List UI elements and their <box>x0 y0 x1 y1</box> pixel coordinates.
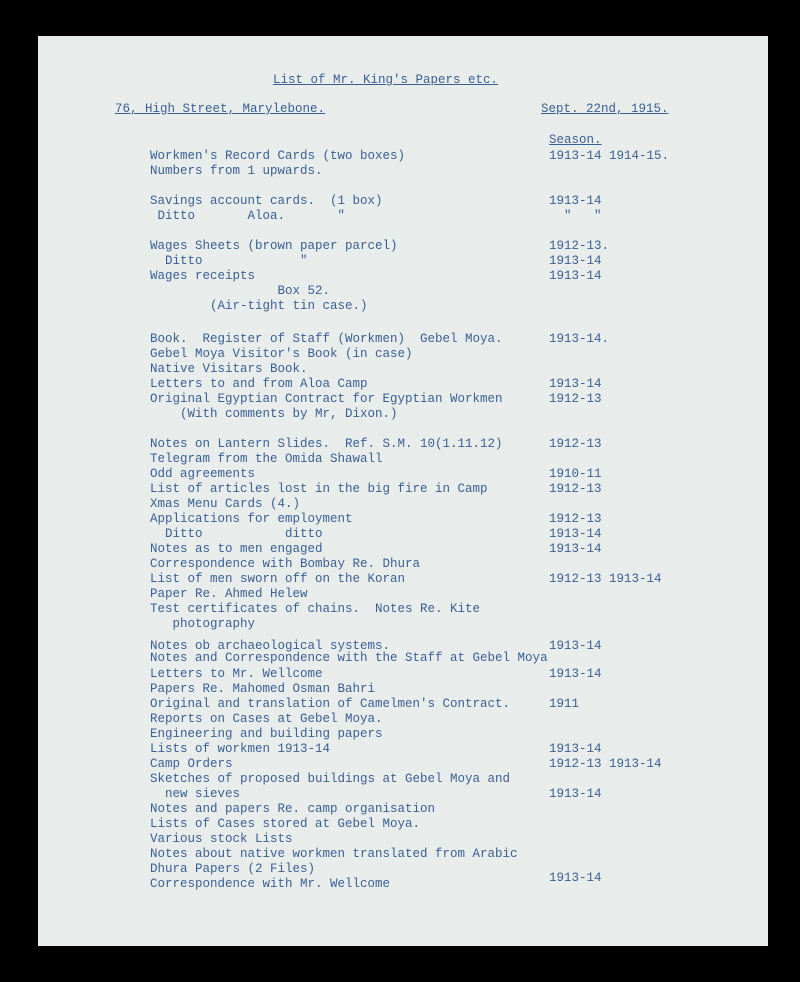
entry-description: Lists of workmen 1913-14 <box>150 742 331 756</box>
address: 76, High Street, Marylebone. <box>115 102 326 116</box>
entry-season: 1912-13 1913-14 <box>549 572 662 586</box>
entry-description: Test certificates of chains. Notes Re. Kite <box>150 602 481 616</box>
entry-season: 1913-14. <box>549 332 610 346</box>
entry-description: Lists of Cases stored at Gebel Moya. <box>150 817 421 831</box>
entry-description: Ditto " <box>150 254 308 268</box>
typed-document-page <box>38 36 768 946</box>
entry-season: 1911 <box>549 697 580 711</box>
entry-description: Ditto Aloa. " <box>150 209 346 223</box>
entry-description: Wages Sheets (brown paper parcel) <box>150 239 398 253</box>
entry-description: Correspondence with Mr. Wellcome <box>150 877 391 891</box>
entry-season: 1912-13 1913-14 <box>549 757 662 771</box>
entry-description: Gebel Moya Visitor's Book (in case) <box>150 347 413 361</box>
entry-season: 1913-14 <box>549 871 602 885</box>
entry-season: 1913-14 <box>549 269 602 283</box>
entry-description: Odd agreements <box>150 467 256 481</box>
document-date: Sept. 22nd, 1915. <box>541 102 669 116</box>
entry-description: Box 52. <box>150 284 331 298</box>
entry-season: 1913-14 <box>549 527 602 541</box>
entry-description: Original Egyptian Contract for Egyptian Workmen <box>150 392 503 406</box>
entry-description: Native Visitars Book. <box>150 362 308 376</box>
entry-description: Telegram from the Omida Shawall <box>150 452 383 466</box>
entry-season: 1912-13 <box>549 437 602 451</box>
entry-description: Engineering and building papers <box>150 727 383 741</box>
entry-description: Correspondence with Bombay Re. Dhura <box>150 557 421 571</box>
entry-description: Notes ob archaeological systems. <box>150 639 391 653</box>
entry-description: Notes and papers Re. camp organisation <box>150 802 436 816</box>
entry-description: photography <box>150 617 256 631</box>
entry-description: List of articles lost in the big fire in Camp <box>150 482 488 496</box>
entry-description: (With comments by Mr, Dixon.) <box>150 407 398 421</box>
entry-season: 1912-13 <box>549 512 602 526</box>
entry-description: Notes about native workmen translated from Arabic <box>150 847 518 861</box>
entry-season: 1910-11 <box>549 467 602 481</box>
entry-description: Camp Orders <box>150 757 233 771</box>
entry-description: Reports on Cases at Gebel Moya. <box>150 712 383 726</box>
entry-description: Savings account cards. (1 box) <box>150 194 383 208</box>
entry-description: Dhura Papers (2 Files) <box>150 862 316 876</box>
entry-description: Letters to Mr. Wellcome <box>150 667 323 681</box>
entry-description: Original and translation of Camelmen's Contract. <box>150 697 511 711</box>
entry-description: Numbers from 1 upwards. <box>150 164 323 178</box>
entry-description: Ditto ditto <box>150 527 323 541</box>
entry-season: 1913-14 <box>549 377 602 391</box>
entry-season: 1913-14 <box>549 542 602 556</box>
entry-description: Notes as to men engaged <box>150 542 323 556</box>
entry-season: 1913-14 1914-15. <box>549 149 670 163</box>
entry-season: 1912-13 <box>549 482 602 496</box>
entry-description: Wages receipts <box>150 269 256 283</box>
entry-description: Various stock Lists <box>150 832 293 846</box>
entry-season: 1912-13 <box>549 392 602 406</box>
entry-description: List of men sworn off on the Koran <box>150 572 406 586</box>
entry-season: 1913-14 <box>549 667 602 681</box>
entry-season: 1913-14 <box>549 194 602 208</box>
entry-season: 1913-14 <box>549 254 602 268</box>
entry-description: Notes and Correspondence with the Staff at Gebel Moya <box>150 651 548 665</box>
entry-season: " " <box>549 209 602 223</box>
entry-description: Applications for employment <box>150 512 353 526</box>
entry-description: new sieves <box>150 787 241 801</box>
entry-description: Notes on Lantern Slides. Ref. S.M. 10(1.11.12) <box>150 437 503 451</box>
entry-description: Paper Re. Ahmed Helew <box>150 587 308 601</box>
season-column-heading: Season. <box>549 133 602 147</box>
entry-description: Book. Register of Staff (Workmen) Gebel Moya. <box>150 332 503 346</box>
entry-description: (Air-tight tin case.) <box>150 299 368 313</box>
entry-description: Sketches of proposed buildings at Gebel Moya and <box>150 772 511 786</box>
entry-season: 1913-14 <box>549 742 602 756</box>
entry-season: 1913-14 <box>549 639 602 653</box>
entry-description: Papers Re. Mahomed Osman Bahri <box>150 682 376 696</box>
entry-season: 1913-14 <box>549 787 602 801</box>
entry-description: Workmen's Record Cards (two boxes) <box>150 149 406 163</box>
entry-description: Xmas Menu Cards (4.) <box>150 497 301 511</box>
document-title: List of Mr. King's Papers etc. <box>273 73 499 87</box>
entry-description: Letters to and from Aloa Camp <box>150 377 368 391</box>
entry-season: 1912-13. <box>549 239 610 253</box>
